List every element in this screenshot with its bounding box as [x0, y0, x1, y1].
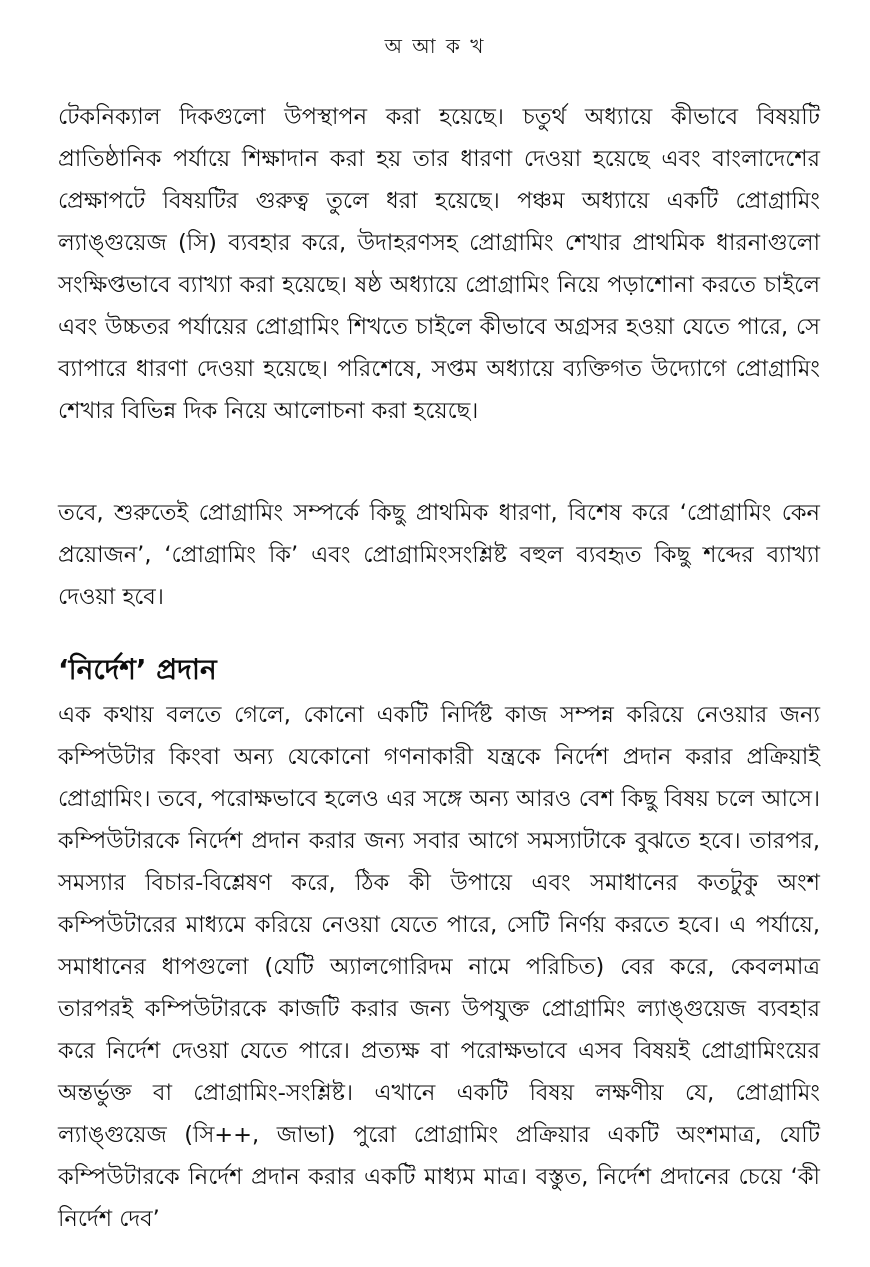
paragraph-preliminary-concepts: [58, 492, 820, 618]
paragraph-text: এক কথায় বলতে গেলে, কোনো একটি নির্দিষ্ট কাজ সম্পন্ন করিয়ে নেওয়ার জন্য কম্পিউটার কিংবা অন্য যেকোনো গণনাকারী যন্ত্রকে নির্দেশ প্রদান করার প্রক্রিয়াই প্রোগ্রামিং। তবে, পরোক্ষভাবে হলেও এর সঙ্গে অন্য আরও বেশ কিছু বিষয় চলে আসে। কম্পিউটারকে নির্দেশ প্রদান করার জন্য সবার আগে সমস্যাটাকে বুঝতে হবে। তারপর, সমস্যার বিচার-বিশ্লেষণ করে, ঠিক কী উপায়ে এবং সমাধানের কতটুকু অংশ কম্পিউটারের মাধ্যমে করিয়ে নেওয়া যেতে পারে, সেটি নির্ণয় করতে হবে। এ পর্যায়ে, সমাধানের ধাপগুলো (যেটি অ্যালগোরিদম নামে পরিচিত) বের করে, কেবলমাত্র তারপরই কম্পিউটারকে কাজটি করার জন্য উপযুক্ত প্রোগ্রামিং ল্যাঙ্গুয়েজ ব্যবহার করে নির্দেশ দেওয়া যেতে পারে। প্রত্যক্ষ বা পরোক্ষভাবে এসব বিষয়ই প্রোগ্রামিংয়ের অন্তর্ভুক্ত বা প্রোগ্রামিং-সংশ্লিষ্ট। এখানে একটি বিষয় লক্ষণীয় যে, প্রোগ্রামিং ল্যাঙ্গুয়েজ (সি++, জাভা) পুরো প্রোগ্রামিং প্রক্রিয়ার একটি অংশমাত্র, যেটি কম্পিউটারকে নির্দেশ প্রদান করার একটি মাধ্যম মাত্র। বস্তুত, নির্দেশ প্রদানের চেয়ে ‘কী নির্দেশ দেব’: [58, 702, 820, 1232]
paragraph-text: টেকনিক্যাল দিকগুলো উপস্থাপন করা হয়েছে। চতুর্থ অধ্যায়ে কীভাবে বিষয়টি প্রাতিষ্ঠানিক পর্যায়ে শিক্ষাদান করা হয় তার ধারণা দেওয়া হয়েছে এবং বাংলাদেশের প্রেক্ষাপটে বিষয়টির গুরুত্ব তুলে ধরা হয়েছে। পঞ্চম অধ্যায়ে একটি প্রোগ্রামিং ল্যাঙ্গুয়েজ (সি) ব্যবহার করে, উদাহরণসহ প্রোগ্রামিং শেখার প্রাথমিক ধারনাগুলো সংক্ষিপ্তভাবে ব্যাখ্যা করা হয়েছে। ষষ্ঠ অধ্যায়ে প্রোগ্রামিং নিয়ে পড়াশোনা করতে চাইলে এবং উচ্চতর পর্যায়ের প্রোগ্রামিং শিখতে চাইলে কীভাবে অগ্রসর হওয়া যেতে পারে, সে ব্যাপারে ধারণা দেওয়া হয়েছে। পরিশেষে, সপ্তম অধ্যায়ে ব্যক্তিগত উদ্যোগে প্রোগ্রামিং শেখার বিভিন্ন দিক নিয়ে আলোচনা করা হয়েছে।: [58, 104, 820, 424]
paragraph-text: তবে, শুরুতেই প্রোগ্রামিং সম্পর্কে কিছু প্রাথমিক ধারণা, বিশেষ করে ‘প্রোগ্রামিং কেন প্রয়োজন’, ‘প্রোগ্রামিং কি’ এবং প্রোগ্রামিংসংশ্লিষ্ট বহুল ব্যবহৃত কিছু শব্দের ব্যাখ্যা দেওয়া হবে।: [58, 500, 820, 610]
running-head: অ আ ক খ: [384, 34, 486, 58]
paragraph-instruction-definition: [58, 694, 820, 1240]
paragraph-chapter-overview: [58, 96, 820, 432]
section-heading: ‘নির্দেশ’ প্রদান: [58, 653, 217, 686]
